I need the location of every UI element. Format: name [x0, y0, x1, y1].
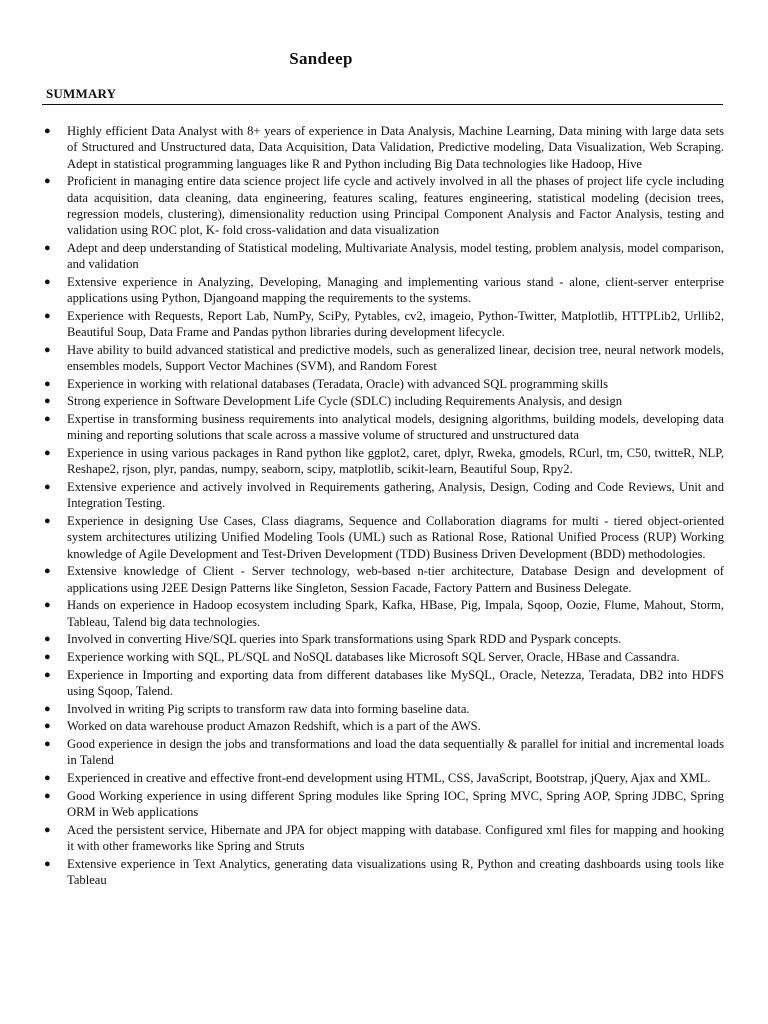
summary-item-text: Experience in Importing and exporting data from different databases like MySQL, Oracle, Netezza, Teradata, DB2 into HDFS using Sqoop, Talend.	[67, 667, 724, 699]
summary-item-text: Extensive experience and actively involved in Requirements gathering, Analysis, Design, Coding and Code Reviews, Unit and Integration Testing.	[67, 480, 724, 511]
section-divider	[42, 104, 723, 105]
summary-item-text: Strong experience in Software Development Life Cycle (SDLC) including Requirements Analysis, and design	[67, 394, 623, 409]
summary-item-text: Extensive experience in Text Analytics, generating data visualizations using R, Python and creating dashboards using tools like Tableau	[67, 856, 724, 888]
summary-item	[42, 513, 724, 562]
section-title-summary: SUMMARY	[46, 86, 117, 101]
bullet-icon: ●	[44, 241, 51, 254]
summary-item	[42, 770, 724, 786]
summary-item-text: Experience in working with relational databases (Teradata, Oracle) with advanced SQL programming skills	[67, 376, 609, 391]
bullet-icon: ●	[44, 175, 51, 188]
summary-item-text: Good Working experience in using different Spring modules like Spring IOC, Spring MVC, Spring AOP, Spring JDBC, Spring ORM in Web applications	[67, 788, 724, 820]
bullet-icon: ●	[44, 599, 51, 612]
bullet-icon: ●	[44, 481, 51, 494]
summary-item-text: Experienced in creative and effective front-end development using HTML, CSS, JavaScript, Bootstrap, jQuery, Ajax and XML.	[67, 771, 711, 786]
summary-item	[42, 597, 724, 630]
summary-item	[42, 667, 724, 700]
summary-item	[42, 649, 724, 665]
bullet-icon: ●	[44, 125, 51, 137]
summary-item-text: Extensive knowledge of Client - Server technology, web-based n-tier architecture, Database Design and development of applications using J2EE Design Patterns like Singleton, Session Facade, Factory Pattern and Business Delegate.	[67, 564, 724, 595]
bullet-icon: ●	[44, 738, 51, 751]
summary-item-text: Good experience in design the jobs and transformations and load the data sequentially & parallel for initial and incremental loads in Talend	[67, 737, 724, 768]
summary-item	[42, 123, 724, 172]
summary-item	[42, 445, 724, 478]
bullet-icon: ●	[44, 343, 51, 356]
bullet-icon: ●	[44, 857, 51, 870]
bullet-icon: ●	[44, 447, 51, 460]
summary-item	[42, 173, 724, 238]
summary-item-text: Hands on experience in Hadoop ecosystem including Spark, Kafka, HBase, Pig, Impala, Sqoop, Oozie, Flume, Mahout, Storm, Tableau, Talend big data technologies.	[67, 598, 724, 629]
summary-item-text: Experience with Requests, Report Lab, NumPy, SciPy, Pytables, cv2, imageio, Python-Twitter, Matplotlib, HTTPLib2, Urllib2, Beautiful Soup, Data Frame and Pandas python libraries during development lifecycle.	[67, 308, 724, 340]
summary-item-text: Aced the persistent service, Hibernate and JPA for object mapping with database. Configured xml files for mapping and hooking it with other frameworks like Spring and Struts	[67, 822, 724, 854]
bullet-icon: ●	[44, 702, 51, 715]
summary-item	[42, 736, 724, 769]
summary-item	[42, 308, 724, 341]
summary-item	[42, 342, 724, 375]
bullet-icon: ●	[44, 395, 51, 408]
summary-item-text: Proficient in managing entire data science project life cycle and actively involved in all the phases of project life cycle including data acquisition, data cleaning, data engineering, features scaling, features engineering, statistical modeling (decision trees, regression models, clustering), dimensionality reduction using Principal Component Analysis and Factor Analysis, testing and validation using ROC plot, K- fold cross-validation and data visualization	[67, 174, 724, 238]
bullet-icon: ●	[44, 633, 51, 646]
summary-item	[42, 393, 724, 409]
summary-item	[42, 631, 724, 647]
candidate-name: Sandeep	[289, 49, 353, 68]
summary-item-text: Highly efficient Data Analyst with 8+ years of experience in Data Analysis, Machine Learning, Data mining with large data sets of Structured and Unstructured data, Data Acquisition, Data Validation, Predictive modeling, Data Visualization, Web Scraping. Adept in statistical programming languages like R and Python including Big Data technologies like Hadoop, Hive	[67, 124, 724, 171]
summary-item-text: Involved in converting Hive/SQL queries into Spark transformations using Spark RDD and Pyspark concepts.	[67, 632, 622, 647]
summary-item	[42, 376, 724, 392]
bullet-icon: ●	[44, 413, 51, 426]
bullet-icon: ●	[44, 309, 51, 322]
bullet-icon: ●	[44, 565, 51, 578]
summary-item	[42, 718, 724, 734]
summary-item	[42, 788, 724, 821]
summary-item	[42, 822, 724, 855]
summary-list	[42, 123, 724, 890]
summary-item	[42, 701, 724, 717]
summary-item-text: Involved in writing Pig scripts to transform raw data into forming baseline data.	[67, 701, 470, 716]
bullet-icon: ●	[44, 377, 51, 390]
summary-item-text: Experience in designing Use Cases, Class diagrams, Sequence and Collaboration diagrams for multi - tiered object-oriented system architectures utilizing Unified Modeling Tools (UML) such as Rational Rose, Rational Unified Process (RUP) Working knowledge of Agile Development and Test-Driven Development (TDD) Business Driven Development (BDD) methodologies.	[67, 514, 724, 561]
summary-item-text: Expertise in transforming business requirements into analytical models, designing algorithms, building models, developing data mining and reporting solutions that scale across a massive volume of structured and unstructured data	[67, 412, 724, 443]
summary-item-text: Experience in using various packages in Rand python like ggplot2, caret, dplyr, Rweka, gmodels, RCurl, tm, C50, twitteR, NLP, Reshape2, rjson, plyr, pandas, numpy, seaborn, scipy, matplotlib, scikit-learn, Beautiful Soup, Rpy2.	[67, 446, 724, 477]
summary-item-text: Experience working with SQL, PL/SQL and NoSQL databases like Microsoft SQL Server, Oracle, HBase and Cassandra.	[67, 650, 680, 665]
summary-item	[42, 411, 724, 444]
bullet-icon: ●	[44, 668, 51, 681]
summary-item-text: Worked on data warehouse product Amazon Redshift, which is a part of the AWS.	[67, 719, 481, 734]
bullet-icon: ●	[44, 275, 51, 288]
bullet-icon: ●	[44, 651, 51, 664]
summary-item	[42, 274, 724, 307]
summary-item-text: Extensive experience in Analyzing, Developing, Managing and implementing various stand - alone, client-server enterprise applications using Python, Djangoand mapping the requirements to the systems.	[67, 274, 724, 306]
bullet-icon: ●	[44, 789, 51, 802]
summary-item	[42, 856, 724, 889]
bullet-icon: ●	[44, 772, 51, 785]
bullet-icon: ●	[44, 515, 51, 528]
bullet-icon: ●	[44, 823, 51, 836]
summary-item-text: Have ability to build advanced statistical and predictive models, such as generalized linear, decision tree, neural network models, ensembles models, Support Vector Machines (SVM), and Random Forest	[67, 342, 724, 374]
summary-item	[42, 240, 724, 273]
summary-item	[42, 563, 724, 596]
summary-item	[42, 479, 724, 512]
summary-item-text: Adept and deep understanding of Statistical modeling, Multivariate Analysis, model testing, problem analysis, model comparison, and validation	[67, 240, 724, 272]
bullet-icon: ●	[44, 720, 51, 733]
